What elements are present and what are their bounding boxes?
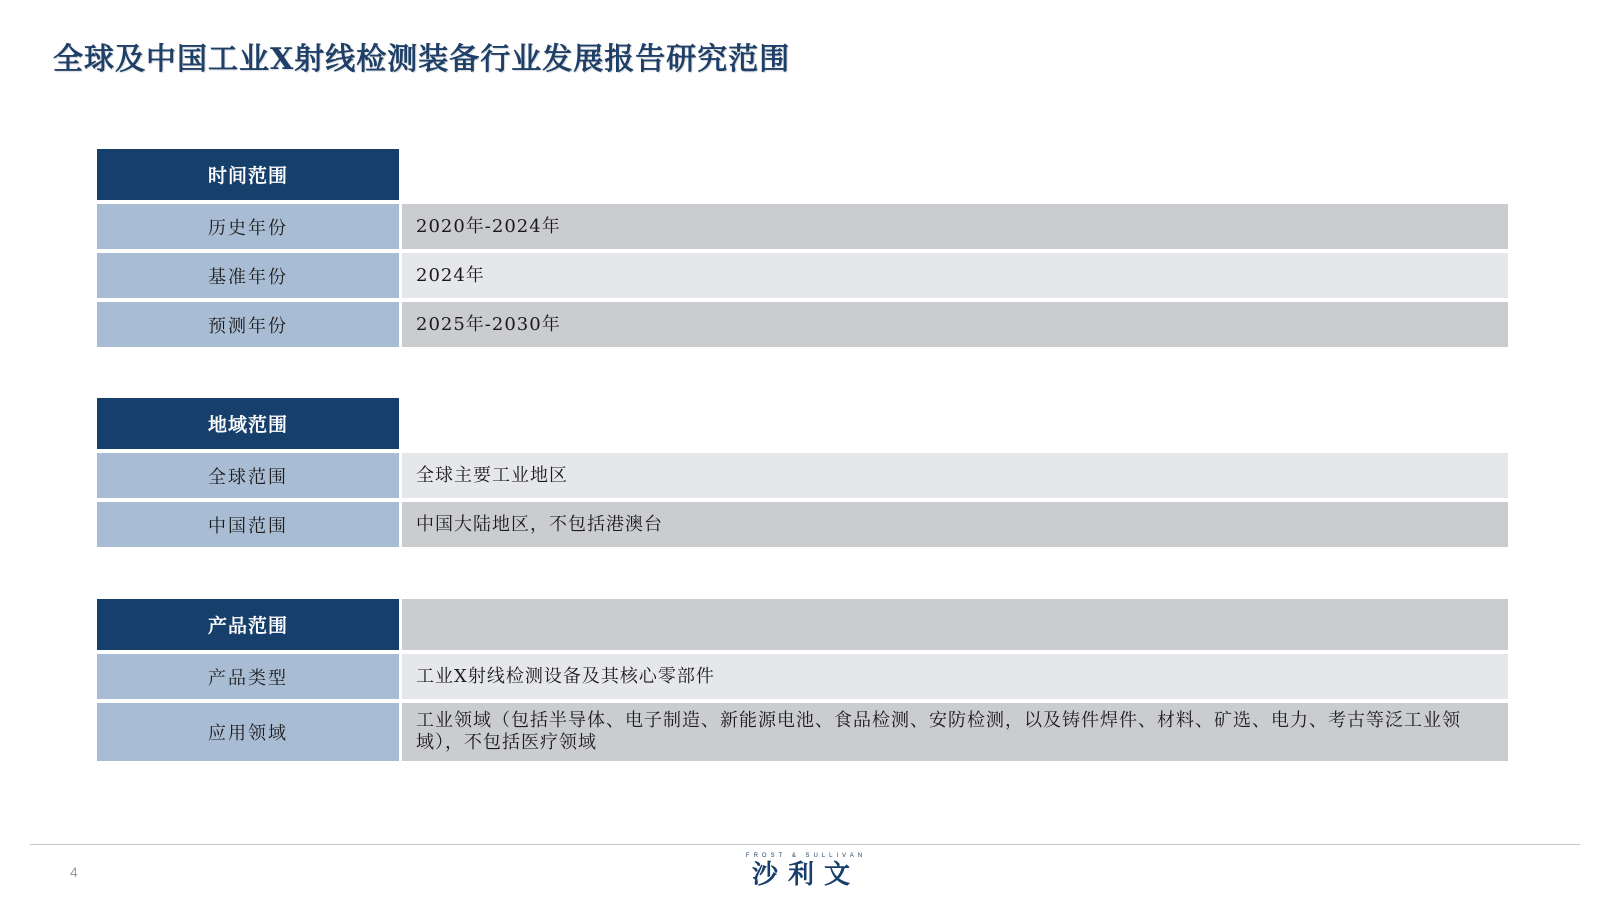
section-header-row	[97, 149, 1508, 200]
table-row	[97, 453, 1508, 498]
page-title: 全球及中国工业X射线检测装备行业发展报告研究范围	[53, 42, 791, 77]
time-range-section	[97, 149, 1508, 351]
table-row	[97, 502, 1508, 547]
row-label: 预测年份	[97, 302, 399, 347]
section-header-spacer	[402, 149, 1508, 200]
footer-divider	[30, 844, 1580, 845]
row-label: 基准年份	[97, 253, 399, 298]
row-value: 2020年-2024年	[402, 204, 1508, 249]
row-value: 工业X射线检测设备及其核心零部件	[402, 654, 1508, 699]
table-row	[97, 703, 1508, 761]
section-header: 时间范围	[97, 149, 399, 200]
row-label: 产品类型	[97, 654, 399, 699]
section-header: 产品范围	[97, 599, 399, 650]
row-label: 历史年份	[97, 204, 399, 249]
table-row	[97, 302, 1508, 347]
row-label: 全球范围	[97, 453, 399, 498]
page-number: 4	[70, 864, 78, 880]
logo-text: 沙利文	[751, 860, 860, 890]
row-value: 2025年-2030年	[402, 302, 1508, 347]
table-row	[97, 204, 1508, 249]
section-header-spacer	[402, 599, 1508, 650]
section-header-spacer	[402, 398, 1508, 449]
logo-tagline: FROST & SULLIVAN	[745, 853, 867, 859]
product-range-section	[97, 599, 1508, 765]
table-row	[97, 654, 1508, 699]
row-value: 中国大陆地区，不包括港澳台	[402, 502, 1508, 547]
region-range-section	[97, 398, 1508, 551]
section-header: 地域范围	[97, 398, 399, 449]
row-value: 工业领域（包括半导体、电子制造、新能源电池、食品检测、安防检测，以及铸件焊件、材料、矿选、电力、考古等泛工业领域），不包括医疗领域	[402, 703, 1508, 761]
frost-sullivan-logo	[731, 853, 881, 891]
table-row	[97, 253, 1508, 298]
row-label: 中国范围	[97, 502, 399, 547]
section-header-row	[97, 599, 1508, 650]
row-value: 全球主要工业地区	[402, 453, 1508, 498]
row-value: 2024年	[402, 253, 1508, 298]
section-header-row	[97, 398, 1508, 449]
row-label: 应用领域	[97, 703, 399, 761]
